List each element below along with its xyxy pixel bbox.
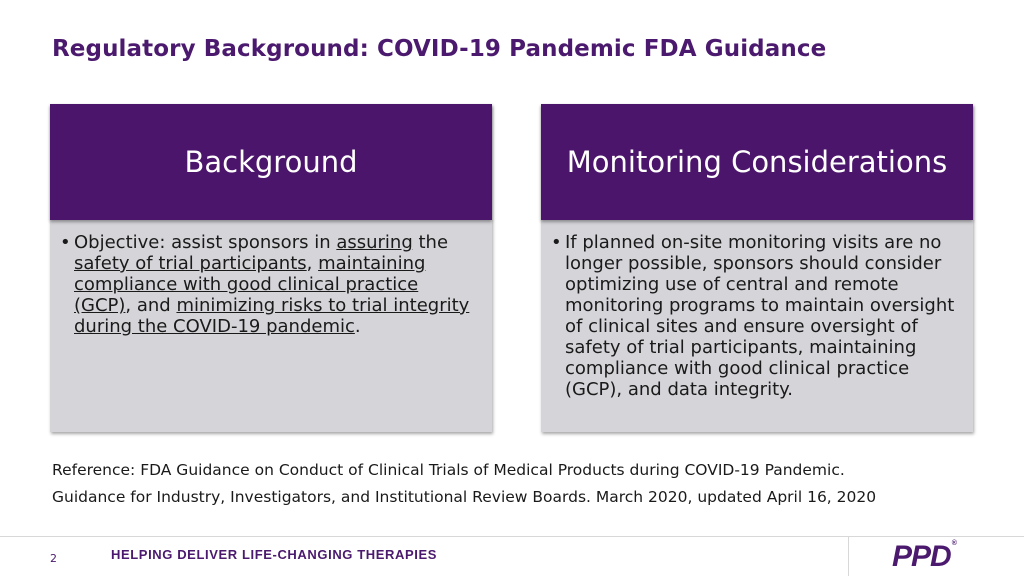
underlined-phrase: maintaining compliance with good clinical practice (GCP) [74,253,426,316]
background-card-heading: Background [184,145,358,179]
ppd-logo [892,540,956,574]
text-segment: , and [125,295,177,316]
monitoring-card [541,104,973,432]
footer-vertical-divider [848,536,849,576]
monitoring-card-header [541,104,973,220]
footer-divider [0,536,1024,537]
monitoring-card-heading: Monitoring Considerations [566,145,948,179]
reference-line-2: Guidance for Industry, Investigators, and Institutional Review Boards. March 2020, updated April 16, 2020 [52,488,877,506]
underlined-phrase: safety of trial participants [74,253,307,274]
registered-mark: ® [951,540,956,547]
footer-tagline: HELPING DELIVER LIFE-CHANGING THERAPIES [111,547,438,562]
background-bullet-text [74,232,478,337]
text-segment: . [354,316,361,337]
underlined-phrase: minimizing risks to trial integrity during the COVID-19 pandemic [74,295,470,337]
text-segment: Objective: assist sponsors in [74,232,337,253]
text-segment: , [306,253,319,274]
background-card-header [50,104,492,220]
reference-line-1: Reference: FDA Guidance on Conduct of Clinical Trials of Medical Products during COVID-19 Pandemic. [52,461,845,479]
background-card [50,104,492,432]
page-number: 2 [50,552,57,565]
background-card-body [50,220,492,337]
monitoring-bullet-text: If planned on-site monitoring visits are no longer possible, sponsors should consider optimizing use of central and remote monitoring programs to maintain oversight of clinical sites and ensure oversight of safety of trial participants, maintaining compliance with good clinical practice (GCP), and data integrity. [565,232,955,400]
bullet-icon: • [551,232,562,253]
underlined-phrase: assuring [336,232,413,253]
logo-text: PPD [892,540,951,573]
bullet-icon: • [60,232,71,253]
monitoring-card-body [541,220,973,400]
text-segment: the [412,232,449,253]
slide-title: Regulatory Background: COVID-19 Pandemic FDA Guidance [52,36,827,62]
